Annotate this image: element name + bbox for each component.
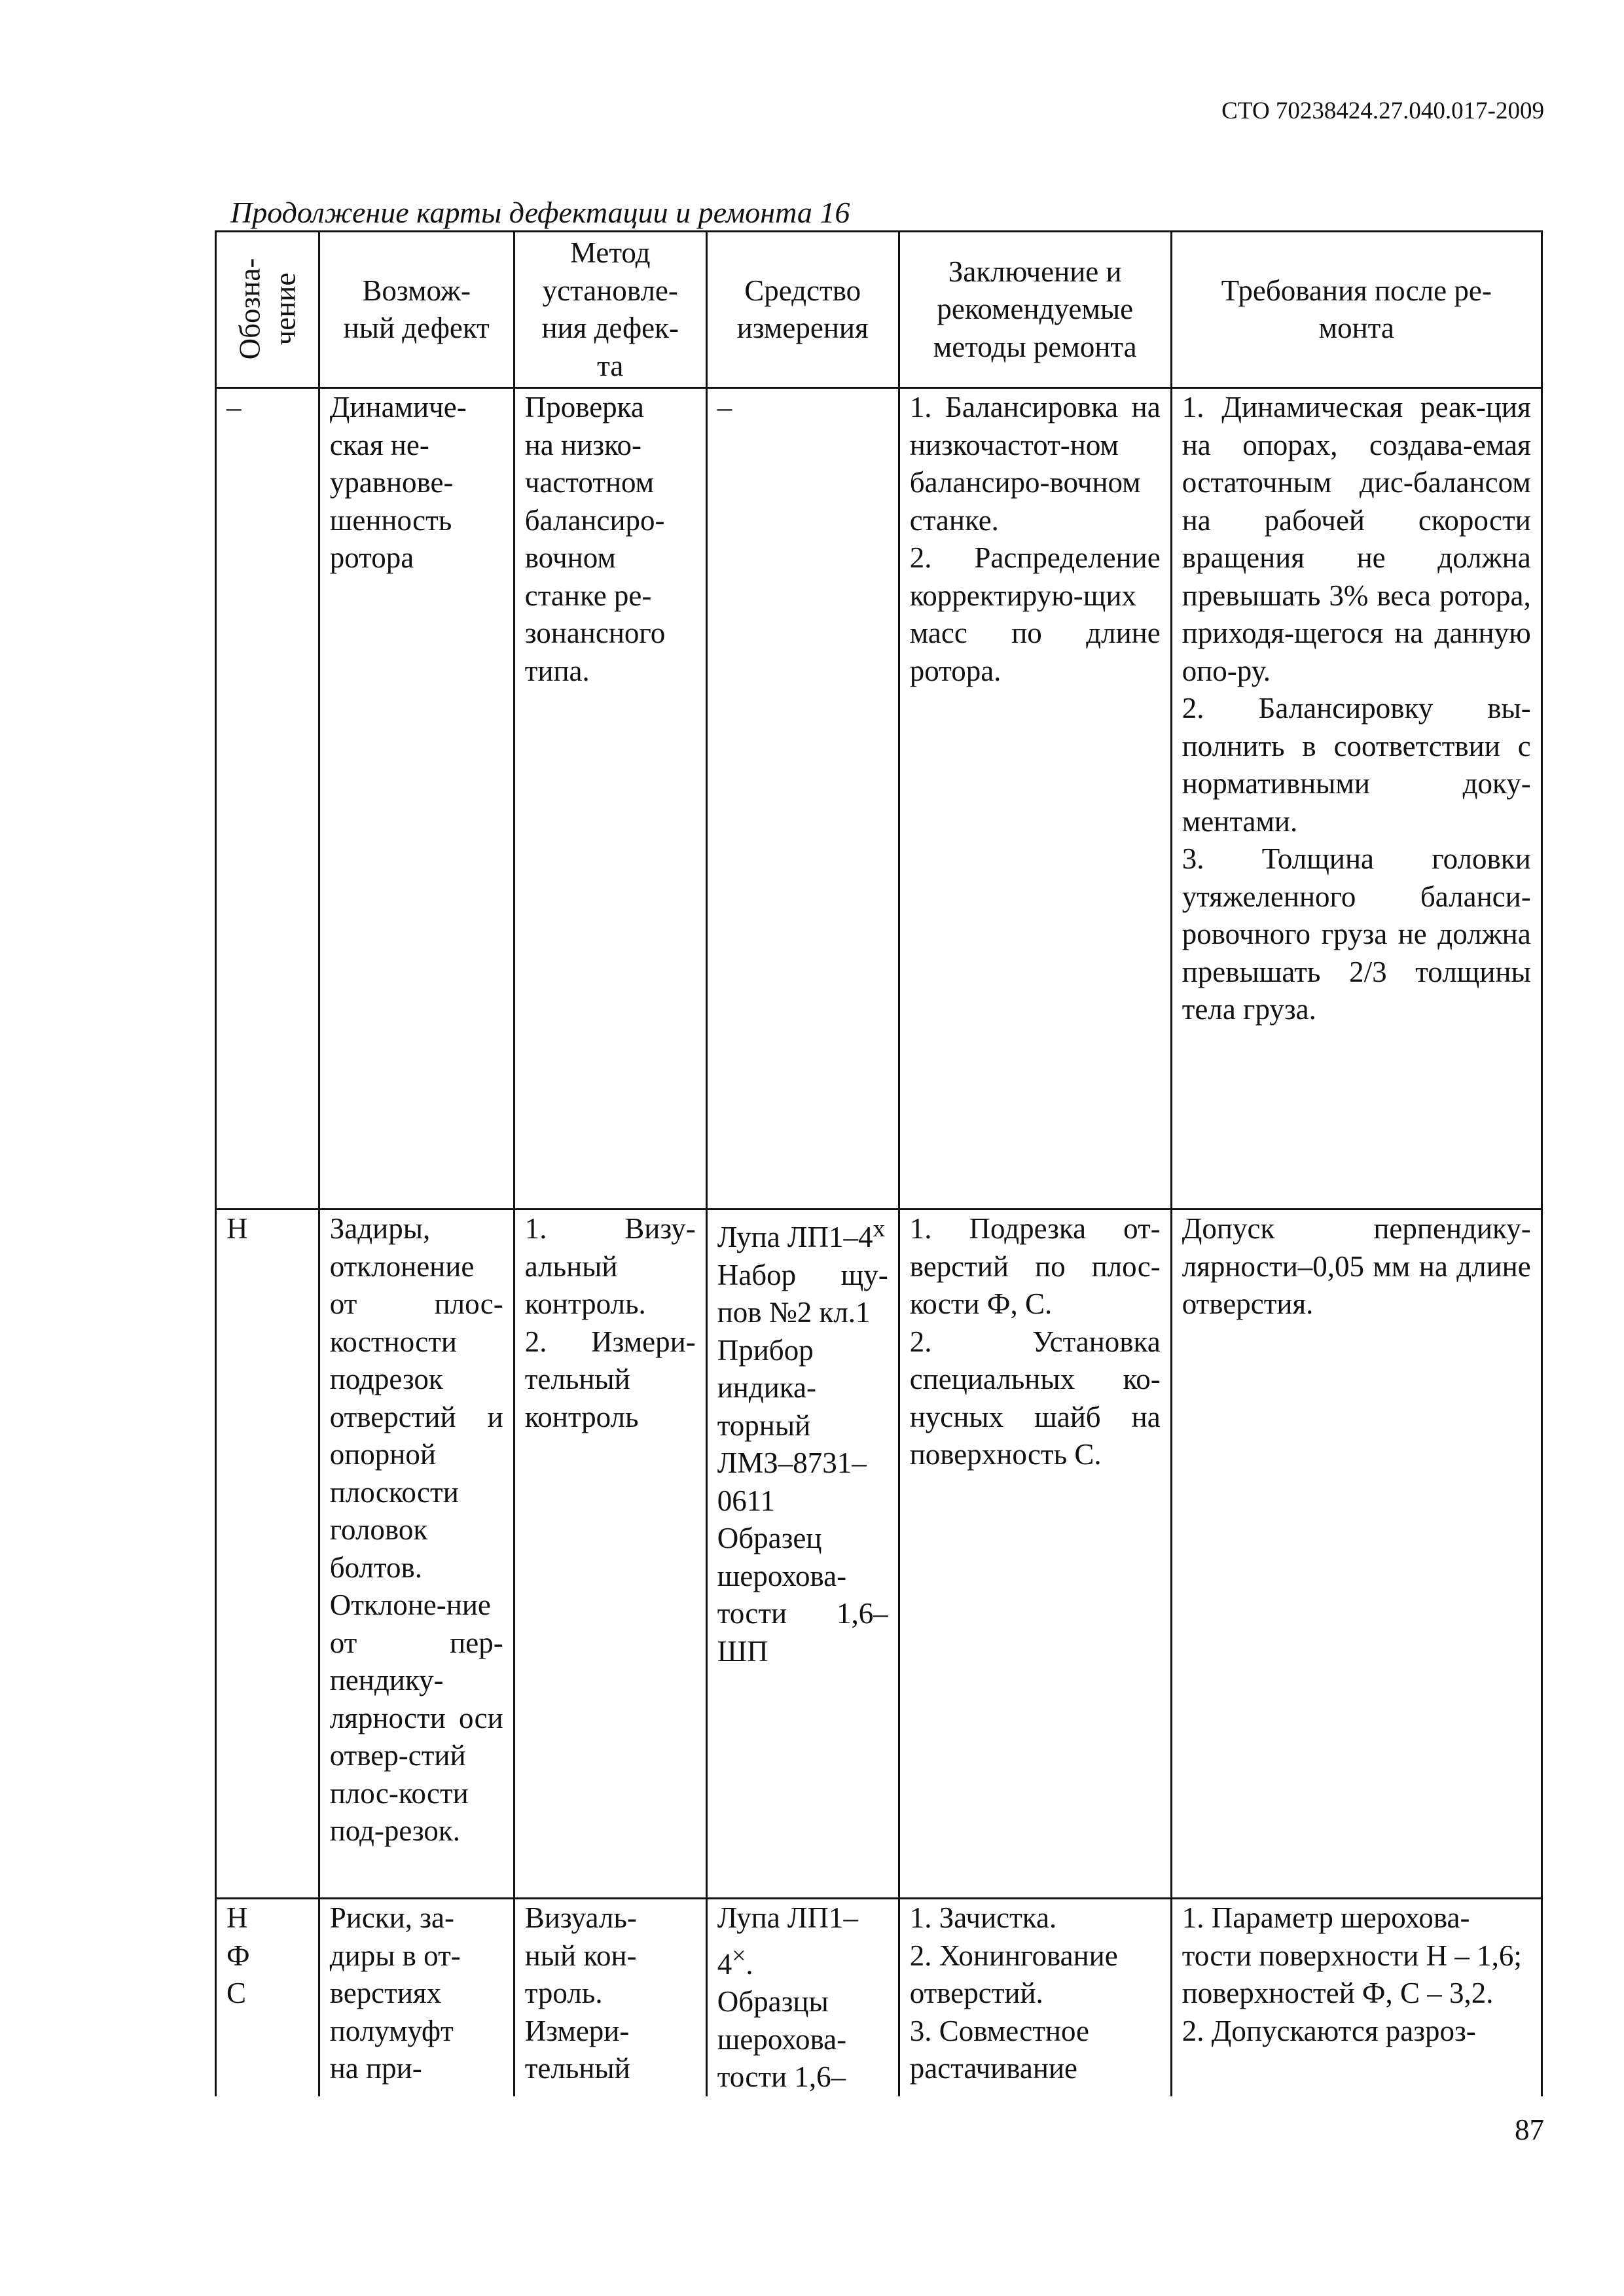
column-header-method: [514, 232, 706, 388]
document-code: СТО 70238424.27.040.017-2009: [1221, 98, 1544, 124]
column-header-designation: [216, 232, 319, 388]
cell-instrument-superscript: ×: [732, 1942, 746, 1969]
column-header-designation-label: Обозна- чение: [233, 258, 302, 360]
cell-method-text: 1. Визу-альный контроль. 2. Измери-тельный контроль: [524, 1212, 696, 1433]
table-caption: Продолжение карты дефектации и ремонта 16: [230, 196, 850, 229]
table-row: [216, 1899, 1542, 2096]
column-header-requirements: [1171, 232, 1542, 388]
column-header-instrument: [706, 232, 899, 388]
cell-conclusion-text: 1. Зачистка. 2. Хонингование отверстий. 3. Совместное растачивание: [909, 1901, 1118, 2085]
cell-method: [514, 1210, 706, 1899]
table-row: [216, 388, 1542, 1210]
cell-method-text: Визуаль- ный кон- троль. Измери- тельный: [524, 1901, 637, 2085]
column-header-defect: [319, 232, 514, 388]
cell-instrument-superscript: х: [873, 1215, 886, 1242]
column-header-instrument-label: Средство измерения: [736, 274, 869, 344]
cell-defect: [319, 388, 514, 1210]
cell-conclusion-text: 1. Балансировка на низкочастот-ном балансиро-вочном станке. 2. Распределение корректирую-щих масс по длине ротора.: [909, 391, 1161, 687]
cell-method-text: Проверка на низко- частотном балансиро- вочном станке ре- зонансного типа.: [524, 391, 666, 687]
cell-designation-text: Н: [226, 1212, 248, 1245]
cell-instrument: [706, 1210, 899, 1899]
cell-instrument-text-rest: Набор щу-пов №2 кл.1 Прибор индика-торный ЛМЗ–8731–0611 Образец шерохова-тости 1,6–ШП: [717, 1258, 888, 1668]
cell-conclusion: [899, 388, 1171, 1210]
cell-designation: [216, 1210, 319, 1899]
column-header-method-label: Метод установле- ния дефек- та: [541, 236, 679, 382]
table-header-row: [216, 232, 1542, 388]
cell-designation: [216, 1899, 319, 2096]
cell-designation-text: –: [226, 391, 242, 423]
cell-defect: [319, 1210, 514, 1899]
cell-designation-text: Н Ф С: [226, 1901, 250, 2009]
cell-instrument-text: [717, 1215, 888, 1668]
cell-defect-text: Задиры, отклонение от плос-костности подрезок отверстий и опорной плоскости головок болтов. Отклоне-ние от пер-пендику-лярности оси отвер-стий плос-кости под-резок.: [329, 1212, 503, 1847]
cell-designation: [216, 388, 319, 1210]
column-header-conclusion-label: Заключение и рекомендуемые методы ремонта: [933, 255, 1137, 363]
cell-requirements: [1171, 1899, 1542, 2096]
cell-defect-text: Динамиче- ская не- уравнове- шенность ротора: [329, 391, 467, 574]
column-header-conclusion: [899, 232, 1171, 388]
cell-instrument-text-rest: . Образцы шерохова-тости 1,6–: [717, 1947, 847, 2093]
table-row: [216, 1210, 1542, 1899]
column-header-requirements-label: Требования после ре- монта: [1221, 274, 1492, 344]
cell-instrument-text-main: Лупа ЛП1–4: [717, 1221, 873, 1253]
cell-instrument-text: [717, 1901, 858, 2093]
cell-instrument-text: –: [717, 391, 732, 423]
cell-instrument: [706, 388, 899, 1210]
cell-method: [514, 388, 706, 1210]
cell-conclusion-text: 1. Подрезка от-верстий по плос-кости Ф, С. 2. Установка специальных ко-нусных шайб на поверхность С.: [909, 1212, 1161, 1471]
cell-instrument: [706, 1899, 899, 2096]
cell-requirements: [1171, 388, 1542, 1210]
page-number: 87: [1515, 2113, 1544, 2146]
cell-conclusion: [899, 1210, 1171, 1899]
cell-method: [514, 1899, 706, 2096]
cell-requirements-text: Допуск перпендику-лярности–0,05 мм на длине отверстия.: [1182, 1212, 1531, 1320]
cell-requirements: [1171, 1210, 1542, 1899]
cell-defect: [319, 1899, 514, 2096]
defect-repair-table: [215, 230, 1543, 2096]
cell-requirements-text: 1. Параметр шерохова-тости поверхности Н – 1,6; поверхностей Ф, С – 3,2. 2. Допускаются разроз-: [1182, 1901, 1522, 2047]
cell-requirements-text: 1. Динамическая реак-ция на опорах, создава-емая остаточным дис-балансом на рабочей скорости вращения не должна превышать 3% веса ротора, приходя-щегося на данную опо-ру. 2. Балансировку вы-полнить в соответствии с нормативными доку-ментами. 3. Толщина головки утяжеленного баланси-ровочного груза не должна превышать 2/3 толщины тела груза.: [1182, 391, 1531, 1026]
cell-defect-text: Риски, за- диры в от- верстиях полумуфт на при-: [329, 1901, 461, 2085]
cell-instrument-text-main: Лупа ЛП1–4: [717, 1901, 858, 1981]
column-header-defect-label: Возмож- ный дефект: [343, 274, 490, 344]
cell-conclusion: [899, 1899, 1171, 2096]
